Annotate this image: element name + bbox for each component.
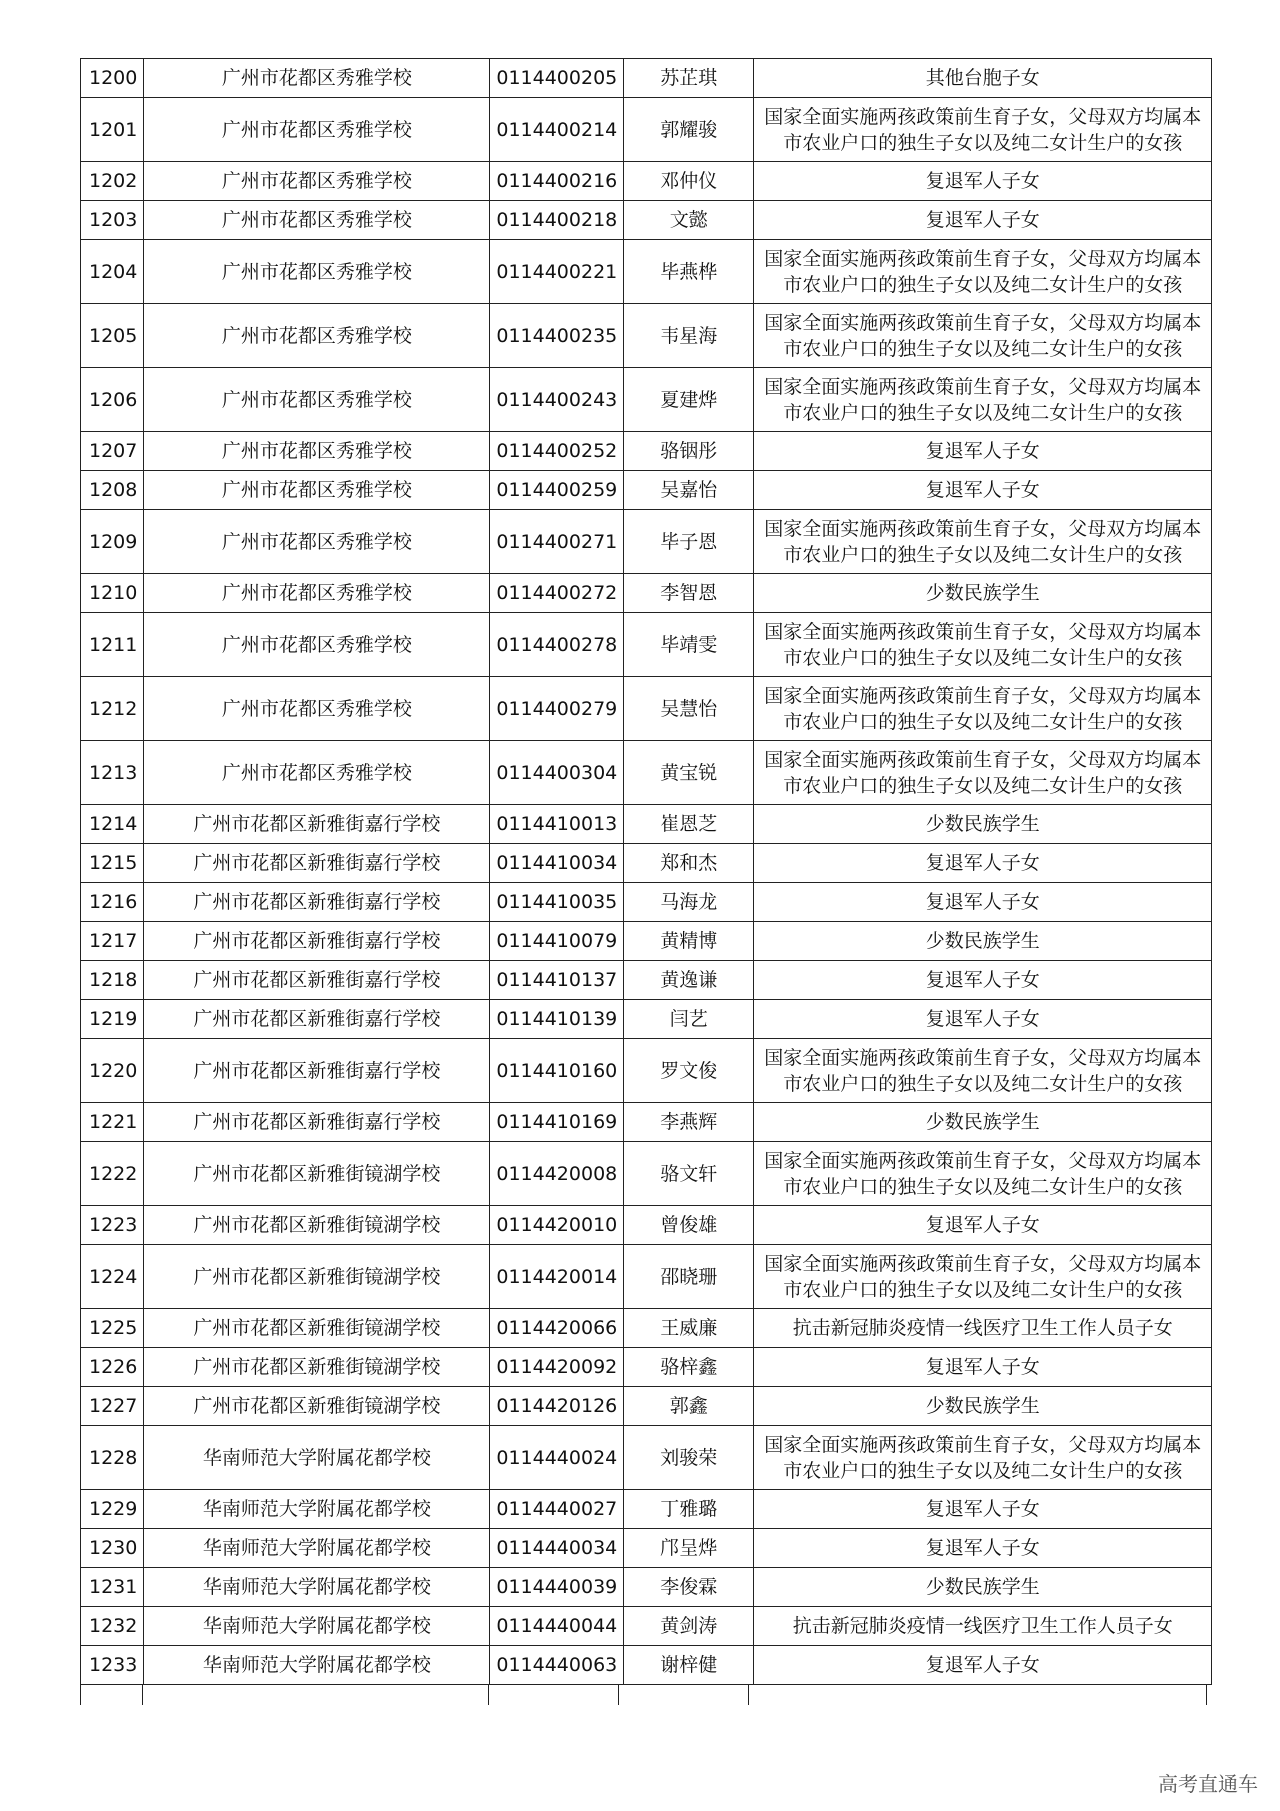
school-name-cell: 广州市花都区新雅街嘉行学校 (144, 844, 490, 883)
row-number-cell: 1202 (81, 162, 144, 201)
student-id-cell: 0114400259 (490, 471, 624, 510)
table-row (81, 471, 1212, 510)
student-id-cell: 0114400235 (490, 304, 624, 368)
student-id-cell: 0114410160 (490, 1039, 624, 1103)
row-number-cell: 1215 (81, 844, 144, 883)
table-row (81, 922, 1212, 961)
category-cell: 少数民族学生 (754, 1103, 1212, 1142)
table-row (81, 1245, 1212, 1309)
school-name-cell: 广州市花都区新雅街镜湖学校 (144, 1206, 490, 1245)
student-id-cell: 0114440039 (490, 1568, 624, 1607)
school-name-cell: 广州市花都区新雅街嘉行学校 (144, 883, 490, 922)
category-cell: 其他台胞子女 (754, 59, 1212, 98)
student-id-cell: 0114410035 (490, 883, 624, 922)
student-name-cell: 李俊霖 (624, 1568, 754, 1607)
student-name-cell: 文懿 (624, 201, 754, 240)
school-name-cell: 广州市花都区秀雅学校 (144, 162, 490, 201)
student-name-cell: 王威廉 (624, 1309, 754, 1348)
category-cell: 少数民族学生 (754, 1387, 1212, 1426)
school-name-cell: 广州市花都区秀雅学校 (144, 613, 490, 677)
table-row (81, 1490, 1212, 1529)
student-id-cell: 0114440027 (490, 1490, 624, 1529)
student-name-cell: 苏芷琪 (624, 59, 754, 98)
watermark: 高考直通车 (1158, 1772, 1258, 1796)
row-number-cell: 1205 (81, 304, 144, 368)
category-cell: 复退军人子女 (754, 844, 1212, 883)
row-number-cell: 1211 (81, 613, 144, 677)
category-cell: 复退军人子女 (754, 1646, 1212, 1685)
category-cell: 复退军人子女 (754, 1000, 1212, 1039)
category-cell: 复退军人子女 (754, 883, 1212, 922)
school-name-cell: 华南师范大学附属花都学校 (144, 1529, 490, 1568)
category-cell: 国家全面实施两孩政策前生育子女，父母双方均属本市农业户口的独生子女以及纯二女计生户的女孩 (754, 677, 1212, 741)
student-name-cell: 毕燕桦 (624, 240, 754, 304)
table-row (81, 1309, 1212, 1348)
row-number-cell: 1220 (81, 1039, 144, 1103)
table-row (81, 1000, 1212, 1039)
school-name-cell: 广州市花都区秀雅学校 (144, 741, 490, 805)
student-name-cell: 毕靖雯 (624, 613, 754, 677)
category-cell: 国家全面实施两孩政策前生育子女，父母双方均属本市农业户口的独生子女以及纯二女计生户的女孩 (754, 741, 1212, 805)
student-id-cell: 0114400271 (490, 510, 624, 574)
table-row (81, 304, 1212, 368)
category-cell: 国家全面实施两孩政策前生育子女，父母双方均属本市农业户口的独生子女以及纯二女计生户的女孩 (754, 98, 1212, 162)
student-id-cell: 0114400221 (490, 240, 624, 304)
student-name-cell: 骆梓鑫 (624, 1348, 754, 1387)
category-cell: 抗击新冠肺炎疫情一线医疗卫生工作人员子女 (754, 1607, 1212, 1646)
school-name-cell: 华南师范大学附属花都学校 (144, 1490, 490, 1529)
student-name-cell: 邓仲仪 (624, 162, 754, 201)
student-id-cell: 0114410013 (490, 805, 624, 844)
student-id-cell: 0114420010 (490, 1206, 624, 1245)
row-number-cell: 1200 (81, 59, 144, 98)
student-name-cell: 李智恩 (624, 574, 754, 613)
school-name-cell: 广州市花都区新雅街嘉行学校 (144, 1000, 490, 1039)
row-number-cell: 1207 (81, 432, 144, 471)
row-number-cell: 1216 (81, 883, 144, 922)
student-id-cell: 0114410169 (490, 1103, 624, 1142)
category-cell: 复退军人子女 (754, 432, 1212, 471)
student-name-cell: 夏建烨 (624, 368, 754, 432)
category-cell: 少数民族学生 (754, 805, 1212, 844)
table-row (81, 1607, 1212, 1646)
student-name-cell: 毕子恩 (624, 510, 754, 574)
school-name-cell: 广州市花都区新雅街嘉行学校 (144, 1103, 490, 1142)
row-number-cell: 1213 (81, 741, 144, 805)
student-id-cell: 0114420126 (490, 1387, 624, 1426)
student-id-cell: 0114440034 (490, 1529, 624, 1568)
school-name-cell: 广州市花都区秀雅学校 (144, 574, 490, 613)
student-name-cell: 郭耀骏 (624, 98, 754, 162)
student-id-cell: 0114400304 (490, 741, 624, 805)
school-name-cell: 华南师范大学附属花都学校 (144, 1646, 490, 1685)
student-name-cell: 黄逸谦 (624, 961, 754, 1000)
category-cell: 少数民族学生 (754, 574, 1212, 613)
table-row (81, 240, 1212, 304)
table-row (81, 510, 1212, 574)
student-id-cell: 0114400252 (490, 432, 624, 471)
category-cell: 复退军人子女 (754, 201, 1212, 240)
student-id-cell: 0114410139 (490, 1000, 624, 1039)
table-row (81, 432, 1212, 471)
table-row (81, 844, 1212, 883)
student-id-cell: 0114420008 (490, 1142, 624, 1206)
row-number-cell: 1219 (81, 1000, 144, 1039)
table-row (81, 1103, 1212, 1142)
row-number-cell: 1208 (81, 471, 144, 510)
row-number-cell: 1203 (81, 201, 144, 240)
school-name-cell: 广州市花都区秀雅学校 (144, 59, 490, 98)
row-number-cell: 1212 (81, 677, 144, 741)
school-name-cell: 广州市花都区新雅街嘉行学校 (144, 922, 490, 961)
row-number-cell: 1233 (81, 1646, 144, 1685)
school-name-cell: 华南师范大学附属花都学校 (144, 1568, 490, 1607)
table-row (81, 613, 1212, 677)
student-id-cell: 0114400243 (490, 368, 624, 432)
table-row (81, 677, 1212, 741)
student-name-cell: 丁雅璐 (624, 1490, 754, 1529)
row-number-cell: 1224 (81, 1245, 144, 1309)
school-name-cell: 广州市花都区新雅街镜湖学校 (144, 1245, 490, 1309)
row-number-cell: 1201 (81, 98, 144, 162)
category-cell: 复退军人子女 (754, 1348, 1212, 1387)
category-cell: 少数民族学生 (754, 922, 1212, 961)
school-name-cell: 广州市花都区秀雅学校 (144, 432, 490, 471)
row-number-cell: 1217 (81, 922, 144, 961)
category-cell: 国家全面实施两孩政策前生育子女，父母双方均属本市农业户口的独生子女以及纯二女计生户的女孩 (754, 1142, 1212, 1206)
student-id-cell: 0114400272 (490, 574, 624, 613)
category-cell: 国家全面实施两孩政策前生育子女，父母双方均属本市农业户口的独生子女以及纯二女计生户的女孩 (754, 613, 1212, 677)
table-row (81, 1142, 1212, 1206)
category-cell: 国家全面实施两孩政策前生育子女，父母双方均属本市农业户口的独生子女以及纯二女计生户的女孩 (754, 368, 1212, 432)
student-id-cell: 0114440024 (490, 1426, 624, 1490)
row-number-cell: 1230 (81, 1529, 144, 1568)
table-row (81, 98, 1212, 162)
student-name-cell: 李燕辉 (624, 1103, 754, 1142)
table-row (81, 805, 1212, 844)
table-row (81, 368, 1212, 432)
student-name-cell: 刘骏荣 (624, 1426, 754, 1490)
category-cell: 复退军人子女 (754, 471, 1212, 510)
table-row (81, 201, 1212, 240)
table-row (81, 162, 1212, 201)
row-number-cell: 1231 (81, 1568, 144, 1607)
row-number-cell: 1210 (81, 574, 144, 613)
student-id-cell: 0114400279 (490, 677, 624, 741)
school-name-cell: 广州市花都区新雅街镜湖学校 (144, 1348, 490, 1387)
row-number-cell: 1227 (81, 1387, 144, 1426)
row-number-cell: 1218 (81, 961, 144, 1000)
category-cell: 国家全面实施两孩政策前生育子女，父母双方均属本市农业户口的独生子女以及纯二女计生户的女孩 (754, 1039, 1212, 1103)
table-row (81, 1426, 1212, 1490)
category-cell: 国家全面实施两孩政策前生育子女，父母双方均属本市农业户口的独生子女以及纯二女计生户的女孩 (754, 304, 1212, 368)
table-row (81, 1568, 1212, 1607)
category-cell: 少数民族学生 (754, 1568, 1212, 1607)
table-row (81, 1348, 1212, 1387)
category-cell: 抗击新冠肺炎疫情一线医疗卫生工作人员子女 (754, 1309, 1212, 1348)
student-name-cell: 谢梓健 (624, 1646, 754, 1685)
table-continuation-lines (80, 1685, 1206, 1705)
category-cell: 复退军人子女 (754, 961, 1212, 1000)
table-row (81, 883, 1212, 922)
school-name-cell: 广州市花都区新雅街镜湖学校 (144, 1387, 490, 1426)
student-name-cell: 黄宝锐 (624, 741, 754, 805)
category-cell: 国家全面实施两孩政策前生育子女，父母双方均属本市农业户口的独生子女以及纯二女计生户的女孩 (754, 510, 1212, 574)
school-name-cell: 广州市花都区新雅街镜湖学校 (144, 1142, 490, 1206)
school-name-cell: 广州市花都区新雅街嘉行学校 (144, 805, 490, 844)
student-name-cell: 马海龙 (624, 883, 754, 922)
category-cell: 国家全面实施两孩政策前生育子女，父母双方均属本市农业户口的独生子女以及纯二女计生户的女孩 (754, 240, 1212, 304)
category-cell: 复退军人子女 (754, 1206, 1212, 1245)
row-number-cell: 1223 (81, 1206, 144, 1245)
student-id-cell: 0114440044 (490, 1607, 624, 1646)
table-row (81, 1206, 1212, 1245)
student-id-cell: 0114400205 (490, 59, 624, 98)
student-id-cell: 0114420066 (490, 1309, 624, 1348)
student-id-cell: 0114400216 (490, 162, 624, 201)
student-id-cell: 0114420092 (490, 1348, 624, 1387)
school-name-cell: 广州市花都区秀雅学校 (144, 240, 490, 304)
student-name-cell: 邝呈烨 (624, 1529, 754, 1568)
row-number-cell: 1221 (81, 1103, 144, 1142)
category-cell: 复退军人子女 (754, 1529, 1212, 1568)
school-name-cell: 广州市花都区秀雅学校 (144, 471, 490, 510)
row-number-cell: 1226 (81, 1348, 144, 1387)
student-id-cell: 0114420014 (490, 1245, 624, 1309)
results-table-body (81, 59, 1212, 1685)
student-name-cell: 崔恩芝 (624, 805, 754, 844)
school-name-cell: 广州市花都区秀雅学校 (144, 304, 490, 368)
student-id-cell: 0114400278 (490, 613, 624, 677)
table-row (81, 59, 1212, 98)
student-name-cell: 骆铟彤 (624, 432, 754, 471)
student-name-cell: 郑和杰 (624, 844, 754, 883)
school-name-cell: 华南师范大学附属花都学校 (144, 1426, 490, 1490)
student-name-cell: 黄精博 (624, 922, 754, 961)
student-name-cell: 骆文轩 (624, 1142, 754, 1206)
row-number-cell: 1229 (81, 1490, 144, 1529)
row-number-cell: 1209 (81, 510, 144, 574)
school-name-cell: 广州市花都区秀雅学校 (144, 677, 490, 741)
school-name-cell: 广州市花都区新雅街嘉行学校 (144, 1039, 490, 1103)
table-row (81, 1529, 1212, 1568)
table-row (81, 1387, 1212, 1426)
school-name-cell: 广州市花都区秀雅学校 (144, 201, 490, 240)
category-cell: 国家全面实施两孩政策前生育子女，父母双方均属本市农业户口的独生子女以及纯二女计生户的女孩 (754, 1245, 1212, 1309)
table-row (81, 741, 1212, 805)
school-name-cell: 广州市花都区新雅街嘉行学校 (144, 961, 490, 1000)
row-number-cell: 1204 (81, 240, 144, 304)
table-row (81, 574, 1212, 613)
results-table (80, 58, 1212, 1685)
student-name-cell: 闫艺 (624, 1000, 754, 1039)
table-row (81, 961, 1212, 1000)
student-id-cell: 0114400218 (490, 201, 624, 240)
student-id-cell: 0114400214 (490, 98, 624, 162)
row-number-cell: 1206 (81, 368, 144, 432)
student-name-cell: 邵晓珊 (624, 1245, 754, 1309)
student-name-cell: 韦星海 (624, 304, 754, 368)
school-name-cell: 华南师范大学附属花都学校 (144, 1607, 490, 1646)
row-number-cell: 1228 (81, 1426, 144, 1490)
school-name-cell: 广州市花都区秀雅学校 (144, 368, 490, 432)
student-id-cell: 0114410034 (490, 844, 624, 883)
student-name-cell: 郭鑫 (624, 1387, 754, 1426)
student-name-cell: 黄剑涛 (624, 1607, 754, 1646)
table-row (81, 1646, 1212, 1685)
student-name-cell: 吴嘉怡 (624, 471, 754, 510)
category-cell: 复退军人子女 (754, 162, 1212, 201)
school-name-cell: 广州市花都区秀雅学校 (144, 510, 490, 574)
table-row (81, 1039, 1212, 1103)
student-name-cell: 曾俊雄 (624, 1206, 754, 1245)
student-id-cell: 0114410137 (490, 961, 624, 1000)
row-number-cell: 1214 (81, 805, 144, 844)
category-cell: 复退军人子女 (754, 1490, 1212, 1529)
school-name-cell: 广州市花都区新雅街镜湖学校 (144, 1309, 490, 1348)
school-name-cell: 广州市花都区秀雅学校 (144, 98, 490, 162)
category-cell: 国家全面实施两孩政策前生育子女，父母双方均属本市农业户口的独生子女以及纯二女计生户的女孩 (754, 1426, 1212, 1490)
student-id-cell: 0114410079 (490, 922, 624, 961)
student-name-cell: 罗文俊 (624, 1039, 754, 1103)
row-number-cell: 1225 (81, 1309, 144, 1348)
row-number-cell: 1232 (81, 1607, 144, 1646)
row-number-cell: 1222 (81, 1142, 144, 1206)
student-id-cell: 0114440063 (490, 1646, 624, 1685)
student-name-cell: 吴慧怡 (624, 677, 754, 741)
